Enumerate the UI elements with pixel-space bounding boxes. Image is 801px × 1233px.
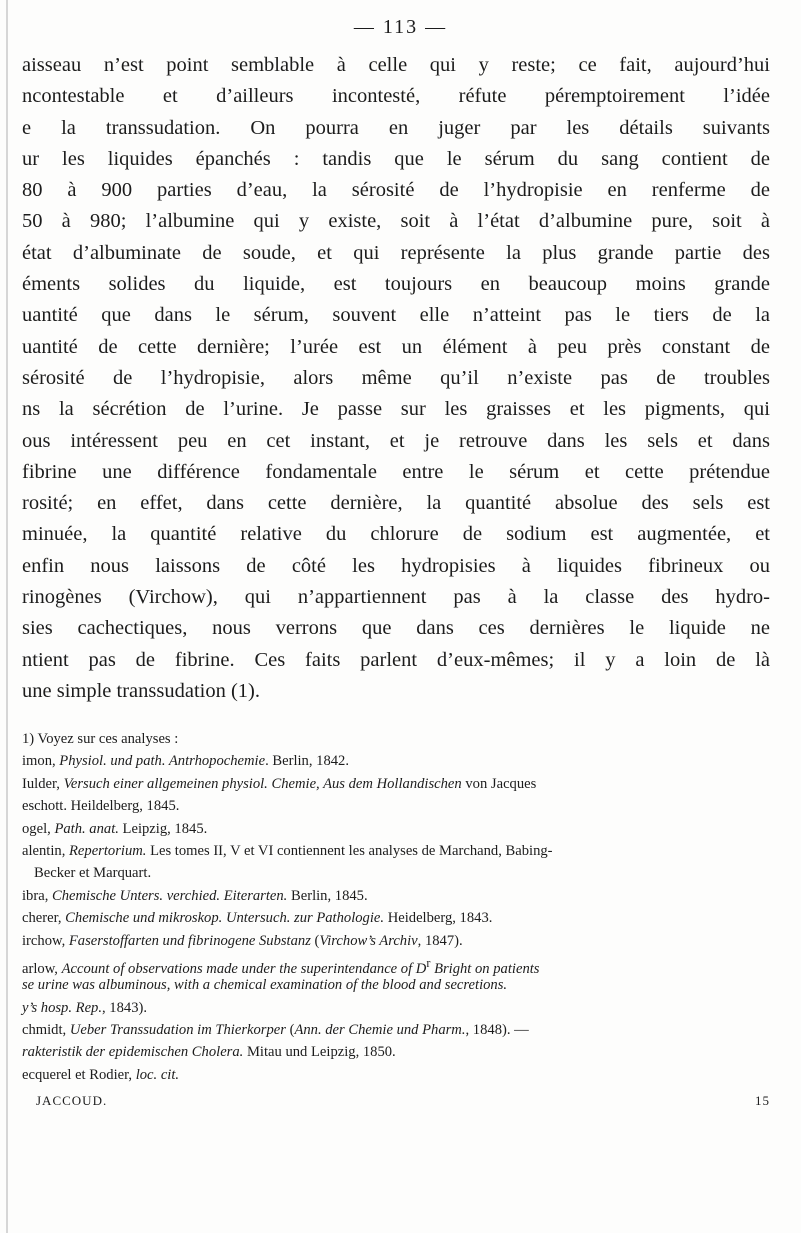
printer-signature [36, 1093, 770, 1109]
footnote-line: ecquerel et Rodier, loc. cit. [22, 1066, 180, 1083]
footnote-line: irchow, Faserstoffarten und fibrinogene Substanz (Virchow’s Archiv, 1847). [22, 932, 463, 949]
body-text [22, 50, 770, 707]
body-line: ns la sécrétion de l’urine. Je passe sur les graisses et les pigments, qui [22, 398, 770, 421]
footnote-line: y’s hosp. Rep., 1843). [22, 999, 147, 1016]
body-line: uantité que dans le sérum, souvent elle n’atteint pas le tiers de la [22, 304, 770, 327]
footnote-line: se urine was albuminous, with a chemical examination of the blood and secretions. [22, 977, 508, 994]
footnote-line: arlow, Account of observations made under the superintendance of $D^r$ Bright on patients [22, 955, 540, 977]
body-line: e la transsudation. On pourra en juger par les détails suivants [22, 116, 770, 139]
body-line: sérosité de l’hydropisie, alors même qu’il n’existe pas de troubles [22, 366, 770, 389]
footnote-line: imon, Physiol. und path. Antrhopochemie. Berlin, 1842. [22, 753, 349, 770]
body-line: minuée, la quantité relative du chlorure de sodium est augmentée, et [22, 523, 770, 546]
footnote-line: alentin, Repertorium. Les tomes II, V et VI contiennent les analyses de Marchand, Babing- [22, 842, 553, 859]
body-line: rosité; en effet, dans cette dernière, la quantité absolue des sels est [22, 492, 770, 515]
body-line: fibrine une différence fondamentale entre le sérum et cette prétendue [22, 460, 770, 483]
footnote-line: 1) Voyez sur ces analyses : [22, 731, 179, 747]
footnote-line: Iulder, Versuch einer allgemeinen physiol. Chemie, Aus dem Hollandischen von Jacques [22, 775, 537, 792]
body-line: ur les liquides épanchés : tandis que le sérum du sang contient de [22, 147, 770, 170]
body-line: une simple transsudation (1). [22, 679, 260, 702]
body-line: uantité de cette dernière; l’urée est un élément à peu près constant de [22, 335, 770, 358]
body-line: 80 à 900 parties d’eau, la sérosité de l’hydropisie en renferme de [22, 179, 770, 202]
page-gutter-shadow [6, 0, 8, 1233]
body-line: rinogènes (Virchow), qui n’appartiennent pas à la classe des hydro- [22, 586, 770, 609]
body-line: éments solides du liquide, est toujours en beaucoup moins grande [22, 273, 770, 296]
body-line: état d’albuminate de soude, et qui représente la plus grande partie des [22, 241, 770, 264]
body-line: aisseau n’est point semblable à celle qui y reste; ce fait, aujourd’hui [22, 54, 770, 76]
footnote-line: Becker et Marquart. [34, 865, 152, 882]
footnote-line: eschott. Heildelberg, 1845. [22, 798, 180, 815]
footnotes [22, 728, 770, 1086]
body-line: ntient pas de fibrine. Ces faits parlent d’eux-mêmes; il y a loin de là [22, 648, 770, 671]
signature-sheet-number: 15 [755, 1093, 770, 1108]
body-line: 50 à 980; l’albumine qui y existe, soit à l’état d’albumine pure, soit à [22, 210, 770, 233]
footnote-line: rakteristik der epidemischen Cholera. Mitau und Leipzig, 1850. [22, 1044, 396, 1061]
body-line: ncontestable et d’ailleurs incontesté, réfute péremptoirement l’idée [22, 85, 770, 108]
body-line: enfin nous laissons de côté les hydropisies à liquides fibrineux ou [22, 554, 770, 577]
footnote-line: cherer, Chemische und mikroskop. Untersuch. zur Pathologie. Heidelberg, 1843. [22, 910, 493, 927]
signature-author: JACCOUD. [36, 1093, 108, 1108]
page-number: — 113 — [353, 16, 448, 38]
footnote-line: ibra, Chemische Unters. verchied. Eiterarten. Berlin, 1845. [22, 887, 368, 904]
body-line: ous intéressent peu en cet instant, et je retrouve dans les sels et dans [22, 429, 770, 452]
body-line: sies cachectiques, nous verrons que dans ces dernières le liquide ne [22, 617, 770, 640]
footnote-line: ogel, Path. anat. Leipzig, 1845. [22, 820, 208, 837]
footnote-line: chmidt, Ueber Transsudation im Thierkorper (Ann. der Chemie und Pharm., 1848). — [22, 1022, 529, 1039]
